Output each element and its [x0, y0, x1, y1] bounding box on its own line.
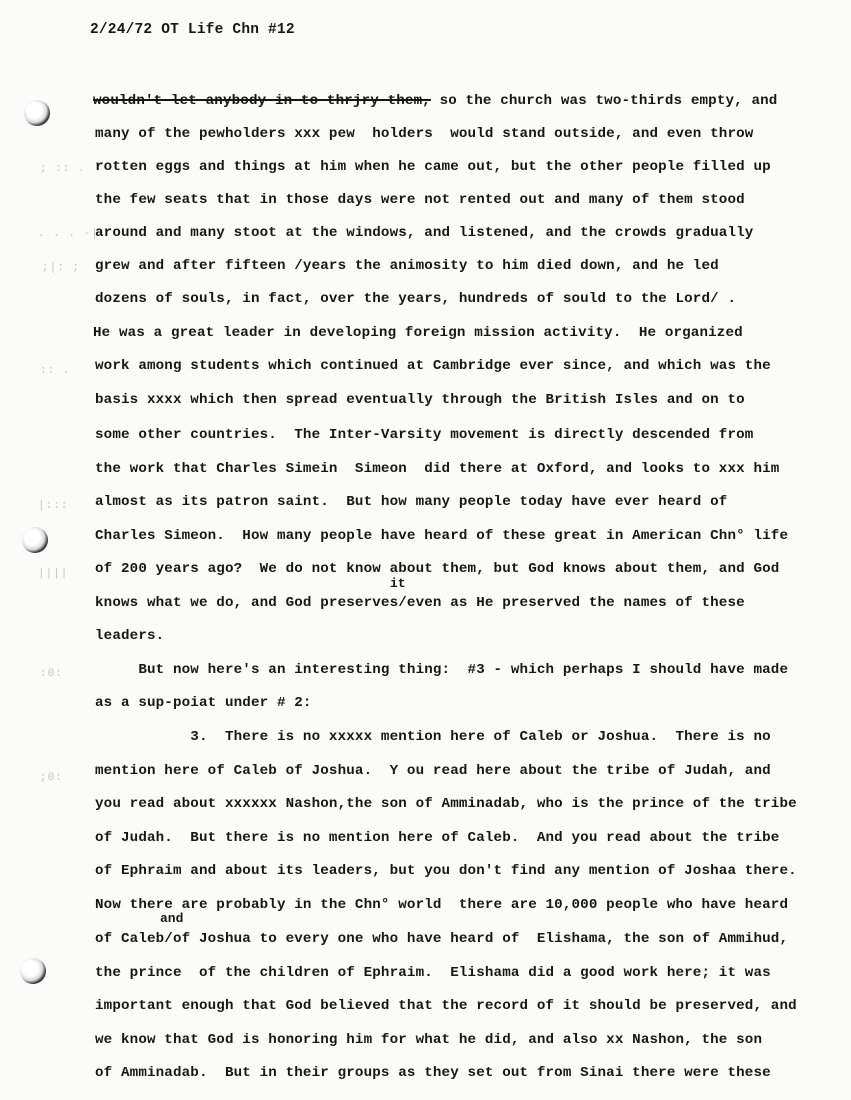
- line-text: so the church was two-thirds empty, and: [430, 93, 778, 109]
- punch-hole-top: [24, 100, 50, 126]
- text-line-3: rotten eggs and things at him when he came out, but the other people filled up: [95, 159, 771, 175]
- text-line-2: many of the pewholders xxx pew holders would stand outside, and even throw: [95, 126, 754, 142]
- bleed-through-mark: |:::: [38, 500, 69, 512]
- struck-text: wouldn't let anybody in to thrjry them,: [93, 93, 431, 109]
- text-line-26: of Caleb/of Joshua to every one who have heard of Elishama, the son of Ammihud,: [95, 931, 789, 947]
- text-line-7: dozens of souls, in fact, over the years, hundreds of sould to the Lord/ .: [95, 291, 737, 307]
- bleed-through-mark: ;0:: [40, 772, 63, 784]
- text-line-9: work among students which continued at Cambridge ever since, and which was the: [95, 358, 771, 374]
- text-line-14: Charles Simeon. How many people have heard of these great in American Chn° life: [95, 528, 789, 544]
- text-line-10: basis xxxx which then spread eventually through the British Isles and on to: [95, 392, 745, 408]
- punch-hole-bottom: [20, 958, 46, 984]
- inserted-word-it: it: [390, 576, 406, 591]
- text-line-5: around and many stoot at the windows, and listened, and the crowds gradually: [95, 225, 754, 241]
- text-line-18: But now here's an interesting thing: #3 - which perhaps I should have made: [95, 662, 789, 678]
- text-line-12: the work that Charles Simein Simeon did there at Oxford, and looks to xxx him: [95, 461, 780, 477]
- text-line-20: 3. There is no xxxxx mention here of Caleb or Joshua. There is no: [95, 729, 771, 745]
- bleed-through-mark: ; :: .: [40, 163, 86, 175]
- text-line-27: the prince of the children of Ephraim. Elishama did a good work here; it was: [95, 965, 771, 981]
- bleed-through-mark: ||||: [38, 568, 69, 580]
- text-line-28: important enough that God believed that the record of it should be preserved, and: [95, 998, 797, 1014]
- text-line-11: some other countries. The Inter-Varsity movement is directly descended from: [95, 427, 754, 443]
- text-line-15: of 200 years ago? We do not know about them, but God knows about them, and God: [95, 561, 780, 577]
- text-line-25: Now there are probably in the Chn° world there are 10,000 people who have heard: [95, 897, 789, 913]
- text-line-22: you read about xxxxxx Nashon,the son of Amminadab, who is the prince of the tribe: [95, 796, 797, 812]
- text-line-19: as a sup-poiat under # 2:: [95, 695, 312, 711]
- bleed-through-mark: :0:: [40, 668, 63, 680]
- bleed-through-mark: ;|: ;: [42, 262, 81, 274]
- text-line-4: the few seats that in those days were not rented out and many of them stood: [95, 192, 745, 208]
- text-line-23: of Judah. But there is no mention here of Caleb. And you read about the tribe: [95, 830, 780, 846]
- inserted-word-and: and: [160, 911, 184, 926]
- bleed-through-mark: :: .: [40, 365, 71, 377]
- punch-hole-middle: [22, 527, 48, 553]
- text-line-8: He was a great leader in developing foreign mission activity. He organized: [93, 325, 743, 341]
- text-line-13: almost as its patron saint. But how many people today have ever heard of: [95, 494, 728, 510]
- document-header: 2/24/72 OT Life Chn #12: [90, 22, 295, 38]
- text-line-16: knows what we do, and God preserves/even as He preserved the names of these: [95, 595, 745, 611]
- text-line-21: mention here of Caleb of Joshua. Y ou read here about the tribe of Judah, and: [95, 763, 771, 779]
- text-line-29: we know that God is honoring him for what he did, and also xx Nashon, the son: [95, 1032, 763, 1048]
- text-line-1: [93, 92, 777, 110]
- text-line-24: of Ephraim and about its leaders, but you don't find any mention of Joshaa there.: [95, 863, 797, 879]
- text-line-30: of Amminadab. But in their groups as they set out from Sinai there were these: [95, 1065, 771, 1081]
- text-line-17: leaders.: [95, 628, 165, 644]
- text-line-6: grew and after fifteen /years the animosity to him died down, and he led: [95, 258, 719, 274]
- bleed-through-mark: . . . -|: [38, 228, 99, 240]
